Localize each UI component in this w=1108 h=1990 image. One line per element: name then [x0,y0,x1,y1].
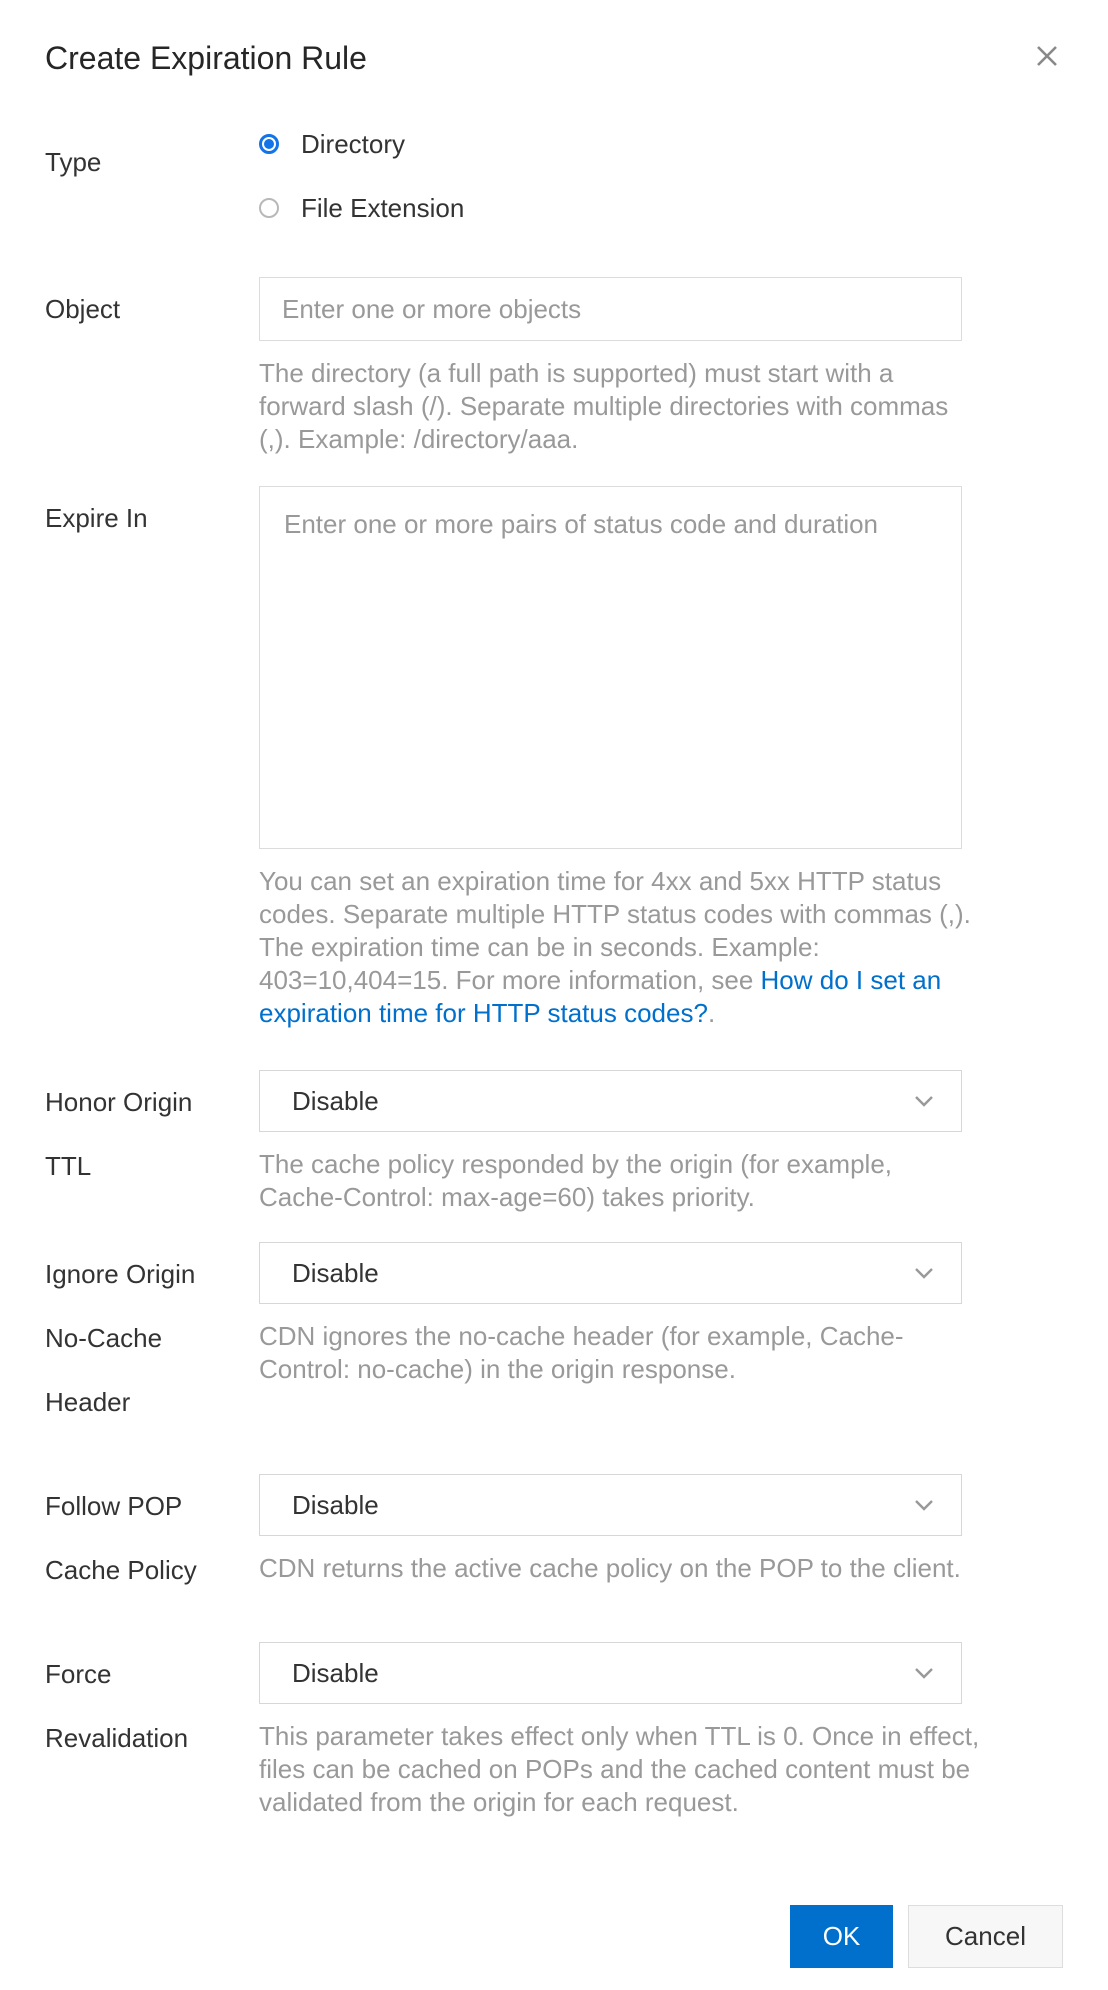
expire-in-help-link[interactable]: How do I set an expiration time for HTTP status codes? [259,965,942,1028]
type-label: Type [45,147,102,177]
radio-option-file-extension[interactable] [259,194,1063,222]
chevron-down-icon [909,1086,939,1116]
form-row-ignore-origin-no-cache-header [45,1242,1063,1434]
force-revalidation-select[interactable] [259,1642,962,1704]
dialog-footer [45,1905,1063,1968]
radio-unchecked-icon[interactable] [259,198,279,218]
force-revalidation-label: Force Revalidation [45,1659,189,1753]
ok-button[interactable]: OK [790,1905,893,1968]
chevron-down-icon [909,1258,939,1288]
radio-checked-icon[interactable] [259,134,279,154]
honor-origin-ttl-label: Honor Origin TTL [45,1087,193,1181]
object-label: Object [45,294,121,324]
object-input[interactable] [259,277,962,341]
form-row-type [45,130,1063,222]
expire-in-help-before-link: You can set an expiration time for 4xx and 5xx HTTP status codes. Separate multiple HTTP status codes with commas (,). The expiration time can be in seconds. Example: 403=10,404=15. For more information, see [259,866,971,995]
dialog-title: Create Expiration Rule [45,40,367,76]
honor-origin-ttl-help-text: The cache policy responded by the origin (for example, Cache-Control: max-age=60) takes priority. [259,1149,893,1212]
form-row-object [45,277,1063,456]
form-row-force-revalidation [45,1642,1063,1819]
ignore-origin-no-cache-header-label: Ignore Origin No-Cache Header [45,1259,196,1417]
ignore-origin-no-cache-header-select[interactable] [259,1242,962,1304]
force-revalidation-help-text: This parameter takes effect only when TTL is 0. Once in effect, files can be cached on POPs and the cached content must be validated from the origin for each request. [259,1721,980,1817]
chevron-down-icon [909,1490,939,1520]
honor-origin-ttl-selected-value: Disable [292,1085,379,1116]
radio-directory-label: Directory [301,128,406,159]
ignore-origin-no-cache-header-help-text: CDN ignores the no-cache header (for example, Cache-Control: no-cache) in the origin response. [259,1321,904,1384]
honor-origin-ttl-select[interactable] [259,1070,962,1132]
expire-in-label: Expire In [45,503,148,533]
cancel-button[interactable]: Cancel [908,1905,1063,1968]
chevron-down-icon [909,1658,939,1688]
expire-in-textarea[interactable] [259,486,962,849]
follow-pop-cache-policy-help-text: CDN returns the active cache policy on the POP to the client. [259,1553,961,1583]
dialog-header [45,40,1063,76]
follow-pop-cache-policy-selected-value: Disable [292,1489,379,1520]
follow-pop-cache-policy-select[interactable] [259,1474,962,1536]
close-button[interactable] [1033,42,1061,70]
object-help-text: The directory (a full path is supported) must start with a forward slash (/). Separate multiple directories with commas (,). Example: /directory/aaa. [259,358,949,454]
form-row-follow-pop-cache-policy [45,1474,1063,1602]
close-icon [1033,58,1061,73]
follow-pop-cache-policy-label: Follow POP Cache Policy [45,1491,197,1585]
radio-file-extension-label: File Extension [301,192,465,223]
form-row-honor-origin-ttl [45,1070,1063,1214]
radio-option-directory[interactable] [259,130,1063,158]
ignore-origin-no-cache-header-selected-value: Disable [292,1257,379,1288]
expire-in-help-text [259,865,982,1030]
expire-in-help-after-link: . [707,998,716,1028]
form-row-expire-in [45,486,1063,1030]
force-revalidation-selected-value: Disable [292,1657,379,1688]
